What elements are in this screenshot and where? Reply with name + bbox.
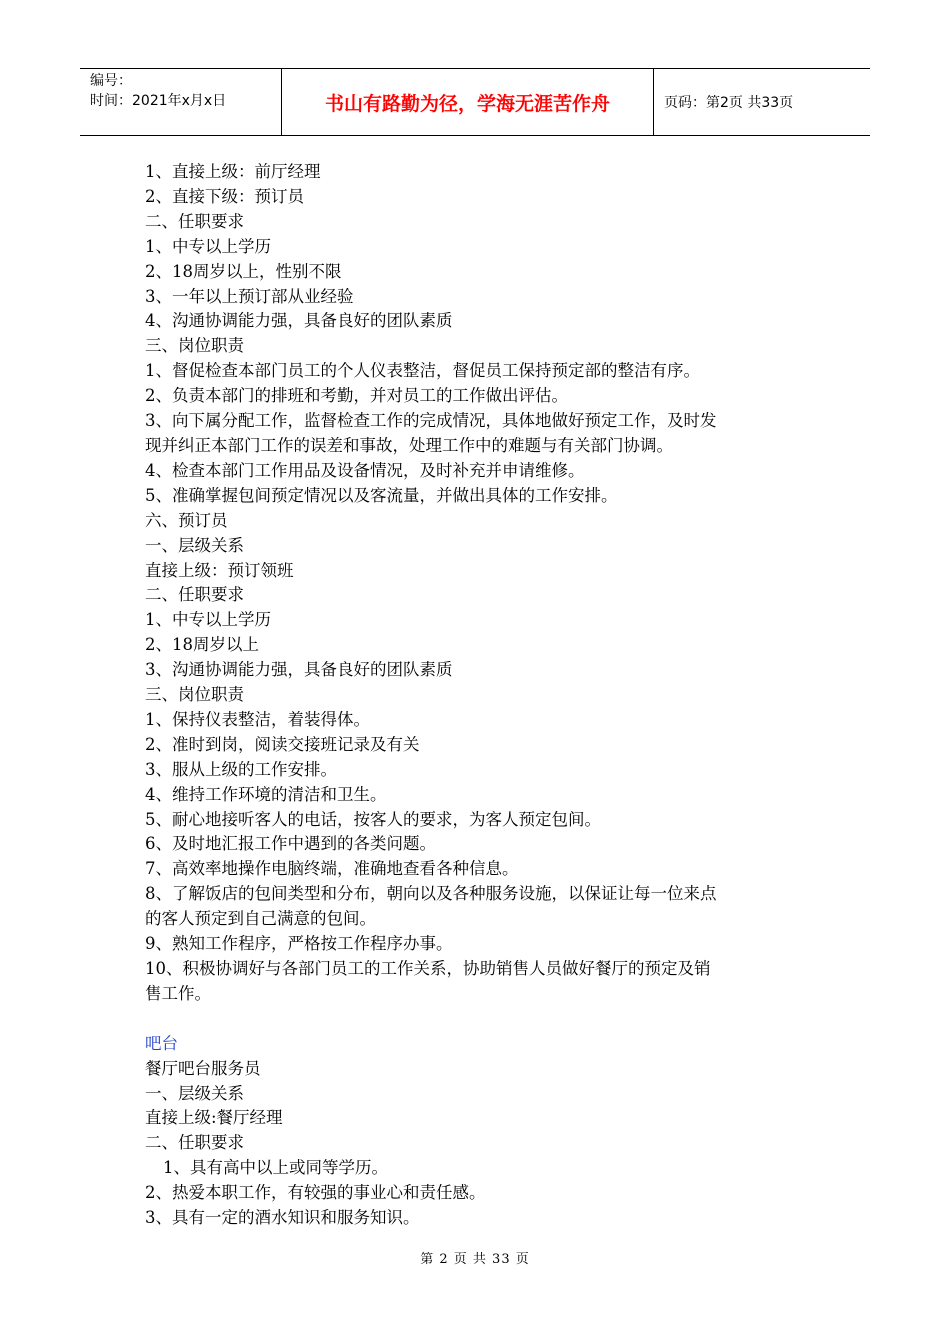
text-line: 2、准时到岗，阅读交接班记录及有关 xyxy=(145,734,420,754)
header-page-info: 页码：第2页 共33页 xyxy=(664,95,794,111)
text-line: 6、及时地汇报工作中遇到的各类问题。 xyxy=(145,834,436,854)
text-line: 直接上级：预订领班 xyxy=(145,560,294,580)
document-body xyxy=(145,160,825,1231)
text-line: 现并纠正本部门工作的误差和事故，处理工作中的难题与有关部门协调。 xyxy=(145,435,673,455)
text-line: 3、沟通协调能力强，具备良好的团队素质 xyxy=(145,660,453,680)
text-line: 4、检查本部门工作用品及设备情况，及时补充并申请维修。 xyxy=(145,460,585,480)
text-line: 二、任职要求 xyxy=(145,211,244,231)
text-line: 1、直接上级：前厅经理 xyxy=(145,162,321,181)
text-line: 3、具有一定的酒水知识和服务知识。 xyxy=(145,1208,420,1228)
text-line: 3、服从上级的工作安排。 xyxy=(145,759,337,779)
time-label: 时间：2021年x月x日 xyxy=(90,93,227,109)
header-motto: 书山有路勤为径，学海无涯苦作舟 xyxy=(282,69,654,135)
code-label: 编号： xyxy=(90,73,132,89)
text-line: 5、耐心地接听客人的电话，按客人的要求，为客人预定包间。 xyxy=(145,809,601,829)
text-line: 一、层级关系 xyxy=(145,535,244,555)
text-line: 7、高效率地操作电脑终端，准确地查看各种信息。 xyxy=(145,859,519,879)
text-line: 二、任职要求 xyxy=(145,585,244,605)
text-line: 4、沟通协调能力强，具备良好的团队素质 xyxy=(145,311,453,331)
text-line: 1、督促检查本部门员工的个人仪表整洁，督促员工保持预定部的整洁有序。 xyxy=(145,361,700,381)
section-heading-bar: 吧台 xyxy=(145,1033,178,1053)
text-line: 3、向下属分配工作，监督检查工作的完成情况，具体地做好预定工作，及时发 xyxy=(145,411,717,431)
text-line: 1、保持仪表整洁，着装得体。 xyxy=(145,709,370,729)
text-line: 2、18周岁以上 xyxy=(145,635,259,655)
text-line: 2、直接下级：预订员 xyxy=(145,186,304,206)
text-line: 2、热爱本职工作，有较强的事业心和责任感。 xyxy=(145,1183,486,1203)
text-line: 3、一年以上预订部从业经验 xyxy=(145,286,354,306)
text-line: 三、岗位职责 xyxy=(145,685,244,705)
text-line: 4、维持工作环境的清洁和卫生。 xyxy=(145,784,387,804)
page-header xyxy=(80,68,870,136)
text-line: 三、岗位职责 xyxy=(145,336,244,356)
header-meta xyxy=(80,69,282,135)
text-line: 9、熟知工作程序，严格按工作程序办事。 xyxy=(145,934,453,954)
text-line: 1、具有高中以上或同等学历。 xyxy=(163,1158,388,1178)
text-line: 售工作。 xyxy=(145,983,211,1003)
blank-line xyxy=(145,1007,825,1032)
text-line: 直接上级:餐厅经理 xyxy=(145,1108,283,1128)
text-line: 2、负责本部门的排班和考勤，并对员工的工作做出评估。 xyxy=(145,386,568,406)
text-line: 1、中专以上学历 xyxy=(145,610,271,630)
text-line: 餐厅吧台服务员 xyxy=(145,1058,261,1078)
page-footer: 第 2 页 共 33 页 xyxy=(420,1252,530,1267)
text-line: 的客人预定到自己满意的包间。 xyxy=(145,909,376,929)
text-line: 六、预订员 xyxy=(145,510,228,530)
text-line: 2、18周岁以上，性别不限 xyxy=(145,261,342,281)
text-line: 5、准确掌握包间预定情况以及客流量，并做出具体的工作安排。 xyxy=(145,485,618,505)
text-line: 一、层级关系 xyxy=(145,1083,244,1103)
text-line: 二、任职要求 xyxy=(145,1133,244,1153)
text-line: 1、中专以上学历 xyxy=(145,236,271,256)
text-line: 8、了解饭店的包间类型和分布，朝向以及各种服务设施，以保证让每一位来点 xyxy=(145,884,717,904)
text-line: 10、积极协调好与各部门员工的工作关系，协助销售人员做好餐厅的预定及销 xyxy=(145,959,711,978)
